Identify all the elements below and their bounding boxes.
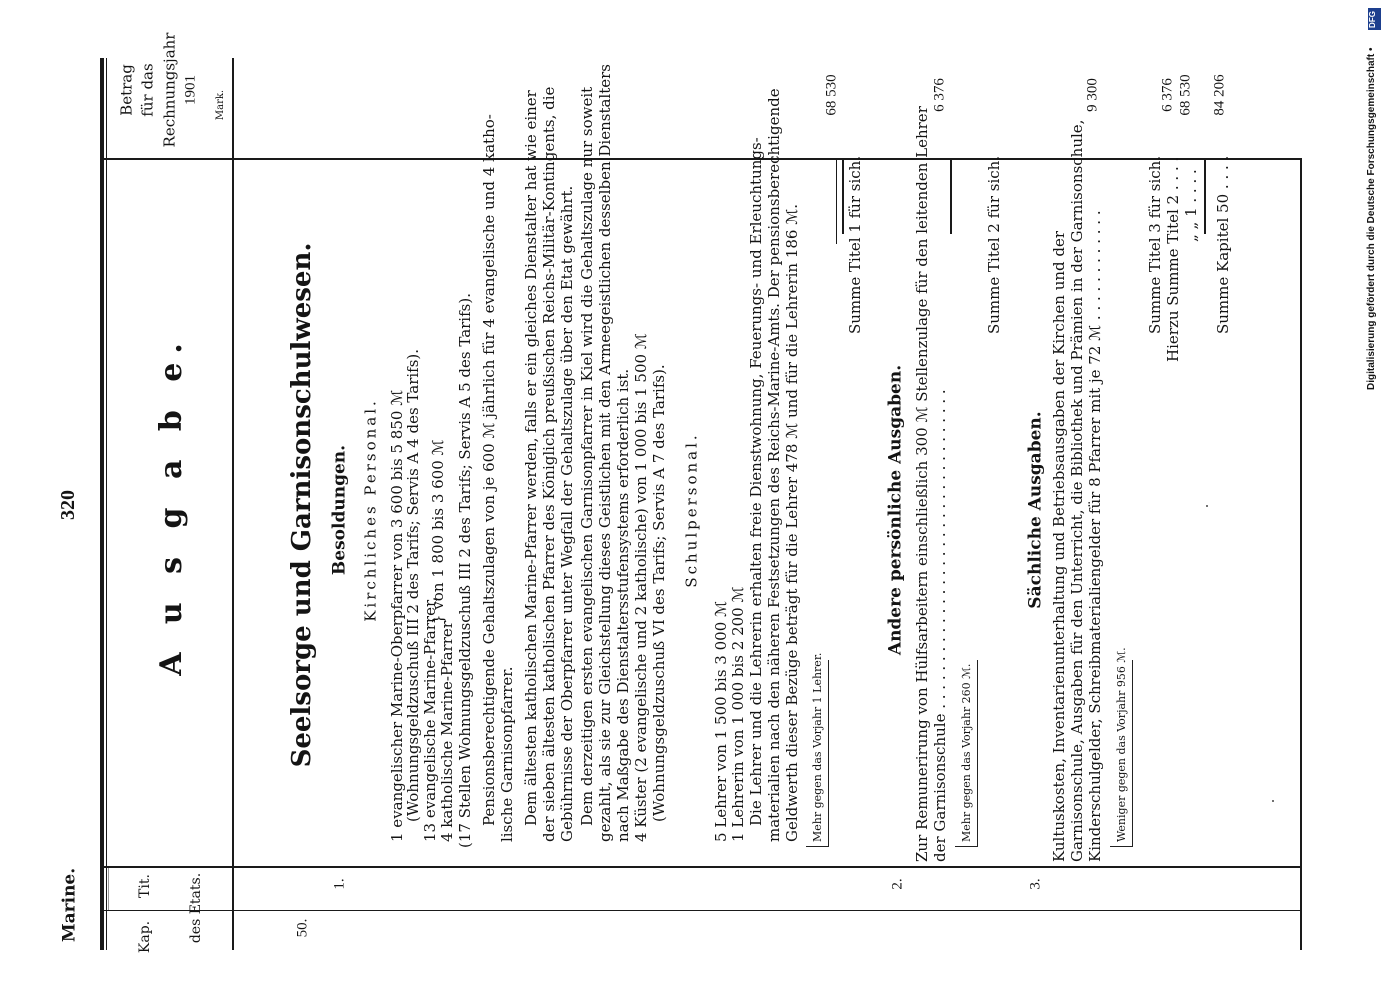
betrag-line-1: Betrag [117,64,136,116]
titel1-line-10: der sieben ältesten katholischen Pfarrer des Königlich preußischen Reichs-Militär-Kontingents, die [540,86,558,842]
titel1-line-4: 4 katholische Marine-Pfarrer [438,621,456,842]
titel2-amount-rule [950,158,952,234]
hierzu-titel-1: „ „ 1 . . . . [1182,169,1200,242]
titel2-amount: 6 376 [931,78,948,112]
page-number: 320 [57,490,79,520]
titel2-number: 2. [889,878,906,890]
page-title: A u s g a b e. [154,334,189,676]
titel1-summe: Summe Titel 1 für sich. [846,155,864,334]
titel1-school-subheading: Schulpersonal. [682,432,701,588]
titel2-summe: Summe Titel 2 für sich. [985,155,1003,334]
titel1-line-5: } von 1 800 bis 3 600 ℳ [429,439,447,624]
total-value-kapitel: 84 206 [1211,74,1228,116]
titel1-line-1: 1 evangelischer Marine-Oberpfarrer von 3 600 bis 5 850 ℳ [388,389,406,842]
hierzu-titel-2: Hierzu Summe Titel 2 . . . . [1164,156,1182,362]
kap-tit-divider [108,868,109,910]
dfg-credit: Digitalisierung gefördert durch die Deutsche Forschungsgemeinschaft • [1366,47,1377,390]
titel3-note: Weniger gegen das Vorjahr 956 ℳ. [1115,647,1128,842]
titel1-amount: 68 530 [823,74,840,116]
dfg-logo: DFG [1368,8,1381,30]
betrag-line-3: Rechnungsjahr [160,32,179,148]
total-value-titel3: 6 376 [1159,78,1176,112]
school-line-1: 5 Lehrer von 1 500 bis 3 000 ℳ [712,600,730,842]
titel1-line-7: Pensionsberechtigende Gehaltszulagen von je 600 ℳ jährlich für 4 evangelische und 4 katho- [480,114,498,826]
top-rule-thick [100,58,104,950]
titel1-line-15: 4 Küster (2 evangelische und 2 katholische) von 1 000 bis 1 500 ℳ [632,333,650,842]
titel3-heading: Sächliche Ausgaben. [1025,411,1046,609]
titel1-line-2: (Wohnungsgeldzuschuß III 2 des Tarifs; Servis A 4 des Tarifs). [404,348,422,822]
titel2-line-2: der Garnisonschule . . . . . . . . . . . . . . . . . . . . . . . . . . . . . . . . . . [931,389,949,862]
titel1-line-16: (Wohnungsgeldzuschuß VI des Tarifs; Servis A 7 des Tarifs). [650,364,668,822]
titel3-amount: 9 300 [1084,78,1101,112]
chapter-number: 50. [294,918,311,938]
titel2-note: Mehr gegen das Vorjahr 260 ℳ. [960,663,973,842]
scan-speck [1206,505,1208,507]
titel1-sum-rule [836,160,837,244]
titel2-heading: Andere persönliche Ausgaben. [885,364,906,656]
school-line-5: Geldwerth dieser Bezüge beträgt für die Lehrer 478 ℳ und für die Lehrerin 186 ℳ. [783,203,801,842]
titel2-line-1: Zur Remunerirung von Hülfsarbeitern einschließlich 300 ℳ Stellenzulage für den leitenden Lehrer [913,106,931,862]
chapter-heading: Seelsorge und Garnisonschulwesen. [287,242,317,768]
text-column-rule [100,866,1302,868]
titel1-line-14: nach Maßgabe des Dienstaltersstufensystems erforderlich ist. [614,368,632,842]
titel1-amount-rule [842,158,844,234]
titel3-number: 3. [1027,878,1044,890]
school-line-2: 1 Lehrerin von 1 000 bis 2 200 ℳ [729,586,747,842]
mark-header: Mark. [215,89,226,121]
titel1-line-9: Dem ältesten katholischen Marine-Pfarrer werden, falls er ein gleiches Dienstalter hat wie einer [522,90,540,826]
total-value-titel2: 68 530 [1177,74,1194,116]
summe-kapitel-50: Summe Kapitel 50 . . . . [1214,155,1232,334]
school-line-4: materialien nach den näheren Festsetzungen des Reichs-Marine-Amts. Der pensionsberechtigende [765,88,783,842]
betrag-line-2: für das [138,63,157,117]
scan-speck [1272,800,1274,802]
titel1-note: Mehr gegen das Vorjahr 1 Lehrer. [811,652,824,842]
des-etats-header: des Etats. [188,872,204,944]
betrag-line-4: 1901 [182,75,199,105]
titel1-number: 1. [331,878,348,890]
column-header-rule [232,58,234,950]
titel1-line-13: gezahlt, als sie zur Gleichstellung dieses Geistlichen mit den Armeegeistlichen desselben Dienstalters [596,64,614,842]
totals-rule [1204,160,1206,234]
titel1-line-12: Dem derzeitigen ersten evangelischen Garnisonpfarrer in Kiel wird die Gehaltszulage nur soweit [578,86,596,826]
school-line-3: Die Lehrer und die Lehrerin erhalten freie Dienstwohnung, Feuerungs- und Erleuchtungs- [747,137,765,826]
bottom-rule [1300,160,1302,950]
titel3-line-1: Kultuskosten, Inventarienunterhaltung und Betriebsausgaben der Kirchen und der [1050,230,1068,862]
titel1-heading: Besoldungen. [329,444,350,576]
summe-titel-3: Summe Titel 3 für sich. [1146,155,1164,334]
titel3-line-3: Kinderschulgelder, Schreibmaterialiengelder für 8 Pfarrer mit je 72 ℳ . . . . . . . . . . . . [1086,210,1104,862]
amount-column-rule [100,158,1302,160]
titel3-line-2: Garnisonschule, Ausgaben für den Unterricht, die Bibliothek und Prämien in der Garnisonschule, [1068,119,1086,862]
titel1-line-3: 13 evangelische Marine-Pfarrer, [421,596,439,842]
titel1-line-6: (17 Stellen Wohnungsgeldzuschuß III 2 des Tarifs; Servis A 5 des Tarifs). [456,293,474,848]
ministry-label: Marine. [59,867,80,943]
titel1-line-11: Gebührnisse der Oberpfarrer unter Wegfall der Gehaltszulage über den Etat gewährt. [558,185,576,842]
titel1-line-8: lische Garnisonpfarrer. [498,666,516,842]
tit-header: Tit. [137,874,153,898]
kap-tit-rule [100,910,1302,911]
top-rule-thin [106,58,107,950]
titel1-subheading: Kirchliches Personal. [361,398,380,622]
kap-header: Kap. [137,920,153,954]
